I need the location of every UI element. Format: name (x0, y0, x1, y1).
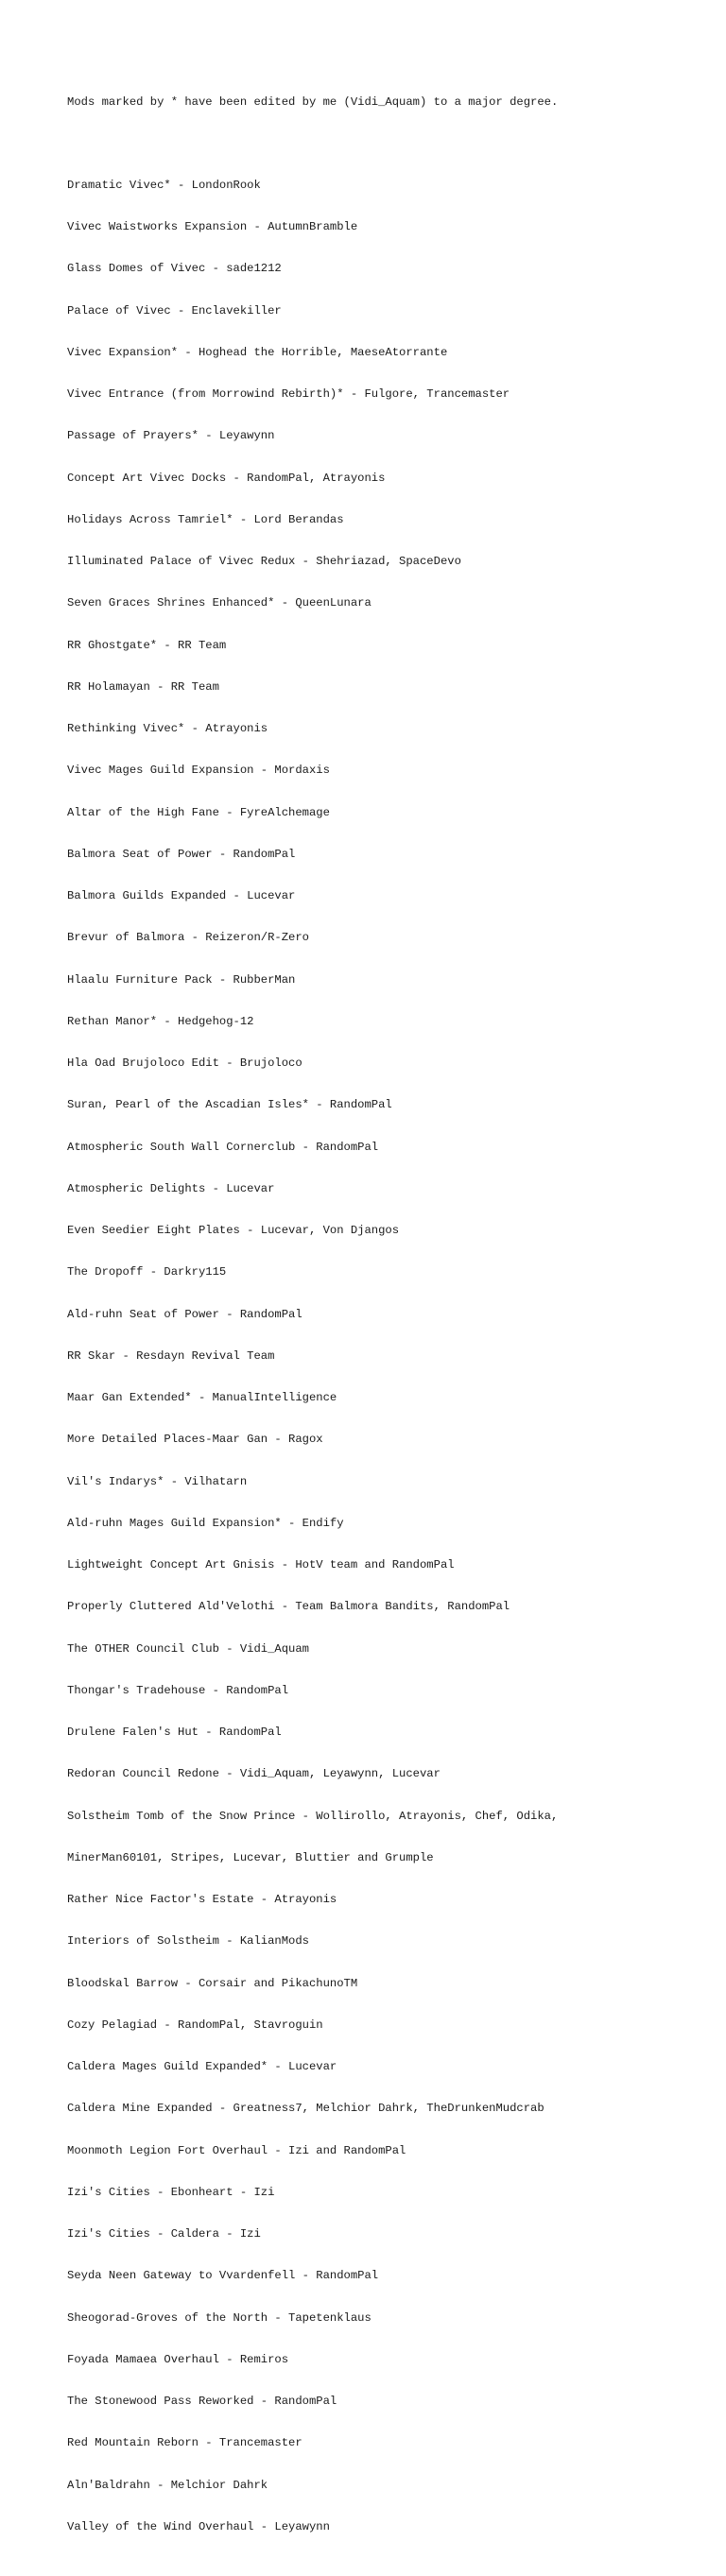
list-item: The OTHER Council Club - Vidi_Aquam (67, 1641, 309, 1656)
list-item: RR Skar - Resdayn Revival Team (67, 1348, 275, 1363)
list-item: Illuminated Palace of Vivec Redux - Shehriazad, SpaceDevo (67, 555, 461, 568)
list-item: More Detailed Places-Maar Gan - Ragox (67, 1433, 323, 1447)
list-item: MinerMan60101, Stripes, Lucevar, Bluttier and Grumple (67, 1850, 434, 1864)
list-item: RR Ghostgate* - RR Team (67, 638, 227, 652)
list-item: Hla Oad Brujoloco Edit - Brujoloco (67, 1056, 302, 1070)
list-item: Vil's Indarys* - Vilhatarn (67, 1474, 248, 1488)
list-item: Even Seedier Eight Plates - Lucevar, Von Djangos (67, 1224, 400, 1237)
list-item: RR Holamayan - RR Team (67, 679, 219, 694)
list-item: Properly Cluttered Ald'Velothi - Team Balmora Bandits, RandomPal (67, 1600, 510, 1614)
list-item: Maar Gan Extended* - ManualIntelligence (67, 1391, 337, 1404)
mod-credits-list (67, 150, 710, 2562)
list-item: Rethan Manor* - Hedgehog-12 (67, 1014, 254, 1028)
list-item: Rather Nice Factor's Estate - Atrayonis (67, 1893, 337, 1906)
list-item: Balmora Seat of Power - RandomPal (67, 847, 296, 861)
list-item: Altar of the High Fane - FyreAlchemage (67, 805, 330, 819)
list-item: Suran, Pearl of the Ascadian Isles* - RandomPal (67, 1098, 392, 1112)
list-item: Valley of the Wind Overhaul - Leyawynn (67, 2519, 330, 2533)
list-item: Rethinking Vivec* - Atrayonis (67, 722, 268, 735)
list-item: Interiors of Solstheim - KalianMods (67, 1934, 309, 1949)
list-item: Sheogorad-Groves of the North - Tapetenklaus (67, 2310, 372, 2325)
list-item: Atmospheric Delights - Lucevar (67, 1181, 275, 1195)
list-item: Solstheim Tomb of the Snow Prince - Wollirollo, Atrayonis, Chef, Odika, (67, 1809, 559, 1823)
document-page (67, 67, 710, 2576)
list-item: Thongar's Tradehouse - RandomPal (67, 1683, 289, 1697)
list-item: Foyada Mamaea Overhaul - Remiros (67, 2352, 289, 2366)
list-item: Holidays Across Tamriel* - Lord Berandas (67, 512, 344, 526)
list-item: Caldera Mine Expanded - Greatness7, Melchior Dahrk, TheDrunkenMudcrab (67, 2102, 544, 2116)
list-item: Caldera Mages Guild Expanded* - Lucevar (67, 2060, 337, 2073)
list-item: Vivec Entrance (from Morrowind Rebirth)* - Fulgore, Trancemaster (67, 387, 510, 401)
list-item: Seven Graces Shrines Enhanced* - QueenLunara (67, 596, 372, 610)
list-item: Atmospheric South Wall Cornerclub - RandomPal (67, 1140, 379, 1154)
list-item: Vivec Expansion* - Hoghead the Horrible, MaeseAtorrante (67, 345, 448, 359)
list-item: Seyda Neen Gateway to Vvardenfell - RandomPal (67, 2269, 379, 2283)
intro-note: Mods marked by * have been edited by me (Vidi_Aquam) to a major degree. (67, 94, 559, 109)
list-item: Izi's Cities - Ebonheart - Izi (67, 2185, 275, 2199)
list-item: Ald-ruhn Seat of Power - RandomPal (67, 1307, 302, 1321)
list-item: Moonmoth Legion Fort Overhaul - Izi and RandomPal (67, 2143, 406, 2157)
list-item: Palace of Vivec - Enclavekiller (67, 303, 282, 318)
list-item: Drulene Falen's Hut - RandomPal (67, 1726, 282, 1739)
list-item: Lightweight Concept Art Gnisis - HotV team and RandomPal (67, 1558, 455, 1571)
list-item: Red Mountain Reborn - Trancemaster (67, 2436, 302, 2450)
list-item: Balmora Guilds Expanded - Lucevar (67, 889, 296, 902)
list-item: Brevur of Balmora - Reizeron/R-Zero (67, 931, 309, 945)
list-item: Cozy Pelagiad - RandomPal, Stavroguin (67, 2018, 323, 2032)
list-item: Bloodskal Barrow - Corsair and PikachunoTM (67, 1976, 358, 1990)
list-item: Hlaalu Furniture Pack - RubberMan (67, 972, 296, 987)
list-item: Izi's Cities - Caldera - Izi (67, 2227, 261, 2241)
list-item: Vivec Waistworks Expansion - AutumnBramble (67, 220, 358, 233)
list-item: The Dropoff - Darkry115 (67, 1265, 227, 1279)
list-item: Redoran Council Redone - Vidi_Aquam, Leyawynn, Lucevar (67, 1767, 441, 1781)
list-item: Vivec Mages Guild Expansion - Mordaxis (67, 764, 330, 778)
list-item: Dramatic Vivec* - LondonRook (67, 178, 261, 192)
list-item: Passage of Prayers* - Leyawynn (67, 429, 275, 443)
list-item: Glass Domes of Vivec - sade1212 (67, 262, 282, 276)
list-item: Concept Art Vivec Docks - RandomPal, Atrayonis (67, 471, 386, 485)
list-item: The Stonewood Pass Reworked - RandomPal (67, 2395, 337, 2408)
list-item: Ald-ruhn Mages Guild Expansion* - Endify (67, 1516, 344, 1530)
list-item: Aln'Baldrahn - Melchior Dahrk (67, 2478, 268, 2492)
